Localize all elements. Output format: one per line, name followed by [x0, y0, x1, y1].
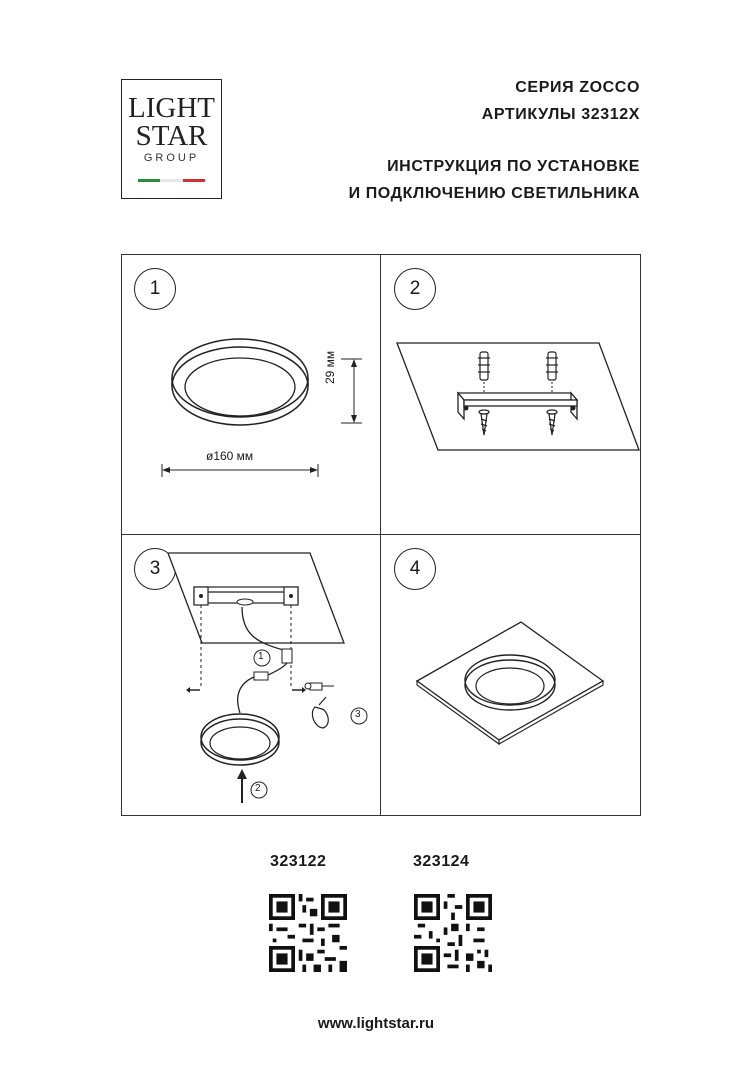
step-3-panel — [121, 534, 381, 816]
step-1-panel — [121, 254, 381, 535]
step-4-panel — [380, 534, 641, 816]
website-link[interactable]: www.lightstar.ru — [317, 1015, 435, 1032]
step-2-number: 2 — [394, 268, 436, 310]
callout-2: 2 — [255, 783, 261, 794]
articles-label: АРТИКУЛЫ 32312X — [481, 106, 640, 123]
callout-3: 3 — [355, 709, 361, 720]
wiring-connection-drawing — [122, 535, 380, 815]
product-code-1: 323122 — [270, 853, 327, 870]
installed-luminaire-drawing — [381, 535, 640, 815]
step-4-number: 4 — [394, 548, 436, 590]
italian-flag-icon — [138, 179, 205, 182]
callout-1: 1 — [258, 651, 264, 662]
qr-code-icon — [269, 894, 347, 972]
mounting-bracket-drawing — [381, 255, 640, 534]
qr-code-icon — [414, 894, 492, 972]
brand-line3: GROUP — [143, 152, 200, 164]
product-code-2: 323124 — [413, 853, 470, 870]
brand-line2: STAR — [135, 120, 208, 152]
instruction-title-line1: ИНСТРУКЦИЯ ПО УСТАНОВКЕ — [387, 158, 640, 175]
diameter-label: ø160 мм — [206, 449, 254, 463]
instruction-title-line2: И ПОДКЛЮЧЕНИЮ СВЕТИЛЬНИКА — [348, 185, 640, 202]
brand-logo — [121, 79, 222, 199]
brand-line1: LIGHT — [128, 92, 215, 124]
step-2-panel — [380, 254, 641, 535]
step-3-number: 3 — [134, 548, 176, 590]
series-label: СЕРИЯ ZOCCO — [515, 79, 640, 96]
step-1-number: 1 — [134, 268, 176, 310]
height-label: 29 мм — [323, 350, 337, 384]
luminaire-dimensions-drawing — [122, 255, 380, 534]
